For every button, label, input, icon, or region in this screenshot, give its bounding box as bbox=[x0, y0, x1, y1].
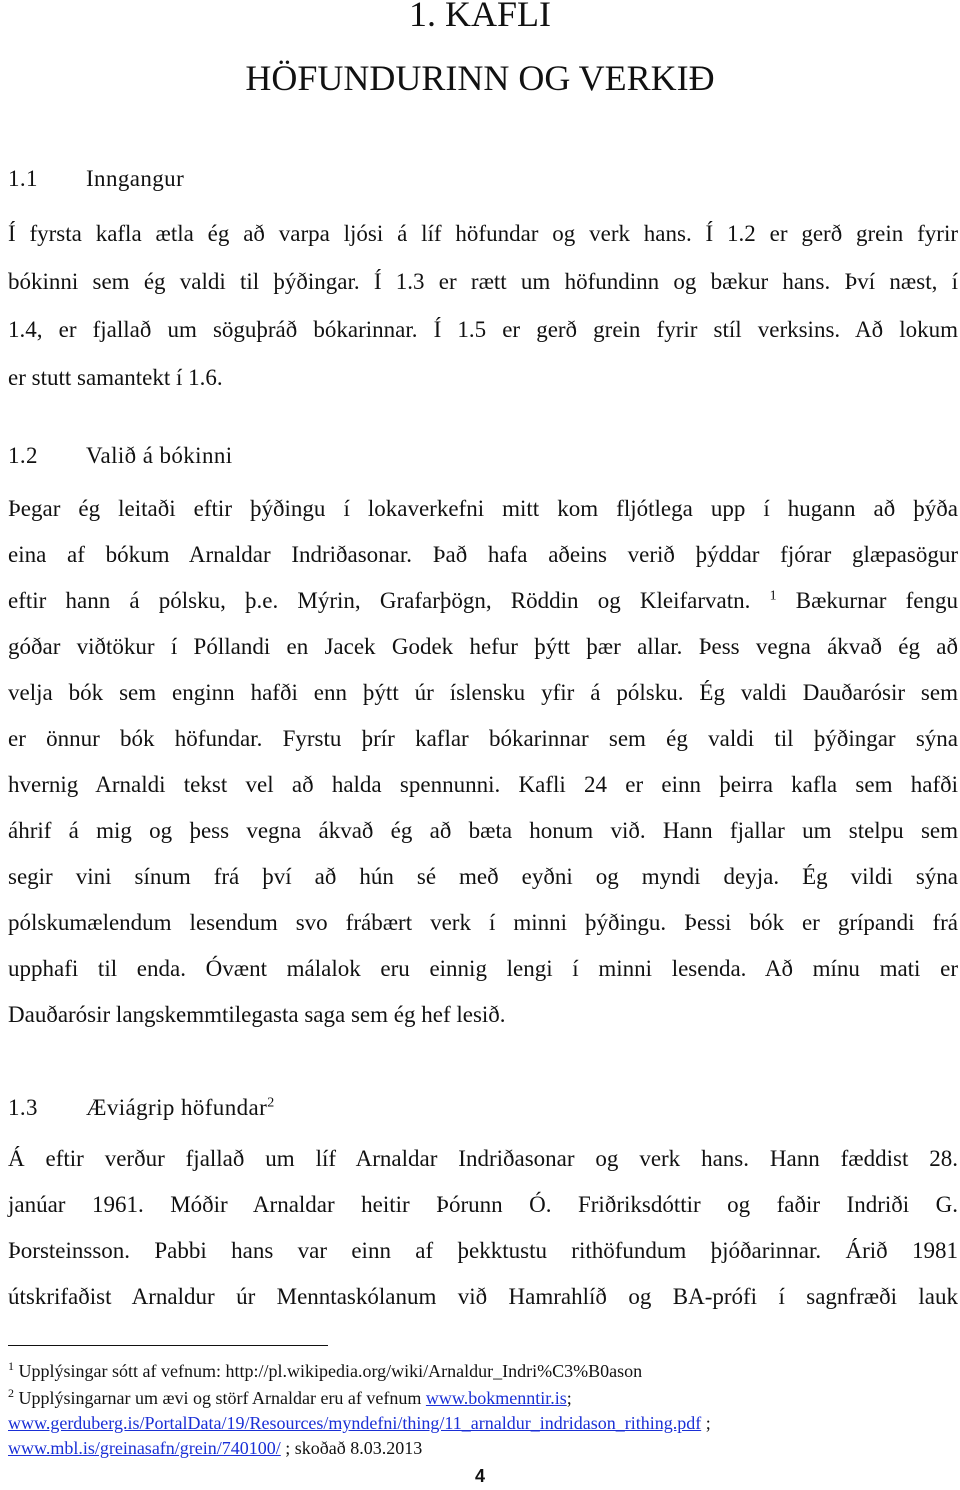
footnote-ref-2[interactable]: 2 bbox=[267, 1095, 275, 1111]
text-line: Dauðarósir langskemmtilegasta saga sem ég hef lesið. bbox=[8, 1002, 506, 1027]
choice-paragraph bbox=[8, 486, 958, 1038]
footnote-1 bbox=[8, 1359, 642, 1383]
text-line: Þegar ég leitaði eftir þýðingu í lokaverkefni mitt kom fljótlega upp í hugann að þýða bbox=[8, 496, 958, 521]
text-line: útskrifaðist Arnaldur úr Menntaskólanum við Hamrahlíð og BA-prófi í sagnfræði lauk bbox=[8, 1284, 958, 1309]
footnote-mark: 1 bbox=[8, 1359, 14, 1373]
text-line: eina af bókum Arnaldar Indriðasonar. Það hafa aðeins verið þýddar fjórar glæpasögur bbox=[8, 542, 958, 567]
section-heading-1-1 bbox=[8, 164, 184, 194]
section-number: 1.2 bbox=[8, 443, 38, 468]
text-line-with-footnote bbox=[8, 578, 958, 624]
footnote-mark: 2 bbox=[8, 1386, 14, 1400]
section-title: Æviágrip höfundar bbox=[86, 1095, 268, 1120]
text-line: 1.4, er fjallað um söguþráð bókarinnar. Í 1.5 er gerð grein fyrir stíl verksins. Að lokum bbox=[8, 317, 958, 342]
chapter-number: 1. KAFLI bbox=[409, 0, 551, 34]
biography-paragraph bbox=[8, 1136, 958, 1320]
section-title: Inngangur bbox=[86, 166, 185, 191]
section-number: 1.1 bbox=[8, 166, 38, 191]
page-number: 4 bbox=[474, 1466, 485, 1486]
text-line: segir vini sínum frá því að hún sé með eyðni og myndi deyja. Ég vildi sýna bbox=[8, 864, 958, 889]
text-line: Á eftir verður fjallað um líf Arnaldar Indriðasonar og verk hans. Hann fæddist 28. bbox=[8, 1146, 958, 1171]
mbl-link[interactable]: www.mbl.is/greinasafn/grein/740100/ bbox=[8, 1438, 281, 1458]
text-line: upphafi til enda. Óvænt málalok eru einnig lengi í minni lesenda. Að mínu mati er bbox=[8, 956, 958, 981]
bokmenntir-link[interactable]: www.bokmenntir.is bbox=[425, 1388, 567, 1408]
footnote-divider bbox=[8, 1345, 328, 1346]
text-line: er önnur bók höfundar. Fyrstu þrír kaflar bókarinnar sem ég valdi til þýðingar sýna bbox=[8, 726, 958, 751]
text-segment: Bækurnar fengu bbox=[795, 588, 959, 613]
text-line: áhrif á mig og þess vegna ákvað ég að bæta honum við. Hann fjallar um stelpu sem bbox=[8, 818, 958, 843]
access-date: ; skoðað 8.03.2013 bbox=[280, 1438, 423, 1458]
text-line: Þorsteinsson. Pabbi hans var einn af þekktustu rithöfundum þjóðarinnar. Árið 1981 bbox=[8, 1238, 958, 1263]
footnote-2 bbox=[8, 1386, 572, 1410]
section-heading-1-2 bbox=[8, 441, 233, 471]
text-segment: eftir hann á pólsku, þ.e. Mýrin, Grafarþögn, Röddin og Kleifarvatn. bbox=[8, 588, 751, 613]
text-line: pólskumælendum lesendum svo frábært verk í minni þýðingu. Þessi bók er grípandi frá bbox=[8, 910, 958, 935]
text-line: janúar 1961. Móðir Arnaldar heitir Þórunn Ó. Friðriksdóttir og faðir Indriði G. bbox=[8, 1192, 958, 1217]
text-line: góðar viðtökur í Póllandi en Jacek Godek hefur þýtt þær allar. Þess vegna ákvað ég að bbox=[8, 634, 958, 659]
footnote-text: Upplýsingar sótt af vefnum: http://pl.wikipedia.org/wiki/Arnaldur_Indri%C3%B0ason bbox=[18, 1361, 643, 1381]
separator: ; bbox=[701, 1413, 711, 1433]
footnote-text: Upplýsingarnar um ævi og störf Arnaldar eru af vefnum bbox=[18, 1388, 422, 1408]
gerduberg-link[interactable]: www.gerduberg.is/PortalData/19/Resources/myndefni/thing/11_arnaldur_indridason_rithing.pdf bbox=[8, 1413, 702, 1433]
text-line: velja bók sem enginn hafði enn þýtt úr íslensku yfir á pólsku. Ég valdi Dauðarósir sem bbox=[8, 680, 958, 705]
chapter-title: HÖFUNDURINN OG VERKIÐ bbox=[245, 58, 715, 98]
section-heading-1-3 bbox=[8, 1093, 275, 1123]
text-line: Í fyrsta kafla ætla ég að varpa ljósi á líf höfundar og verk hans. Í 1.2 er gerð grein fyrir bbox=[8, 221, 958, 246]
text-line: er stutt samantekt í 1.6. bbox=[8, 365, 223, 390]
section-number: 1.3 bbox=[8, 1095, 38, 1120]
footnote-2-end bbox=[8, 1436, 422, 1460]
footnote-ref-1[interactable]: 1 bbox=[769, 588, 777, 604]
text-line: bókinni sem ég valdi til þýðingar. Í 1.3 er rætt um höfundinn og bækur hans. Því næst, í bbox=[8, 269, 958, 294]
footnote-2-cont bbox=[8, 1411, 711, 1435]
intro-paragraph bbox=[8, 210, 958, 402]
separator: ; bbox=[566, 1388, 572, 1408]
text-line: hvernig Arnaldi tekst vel að halda spennunni. Kafli 24 er einn þeirra kafla sem hafði bbox=[8, 772, 958, 797]
section-title: Valið á bókinni bbox=[86, 443, 233, 468]
